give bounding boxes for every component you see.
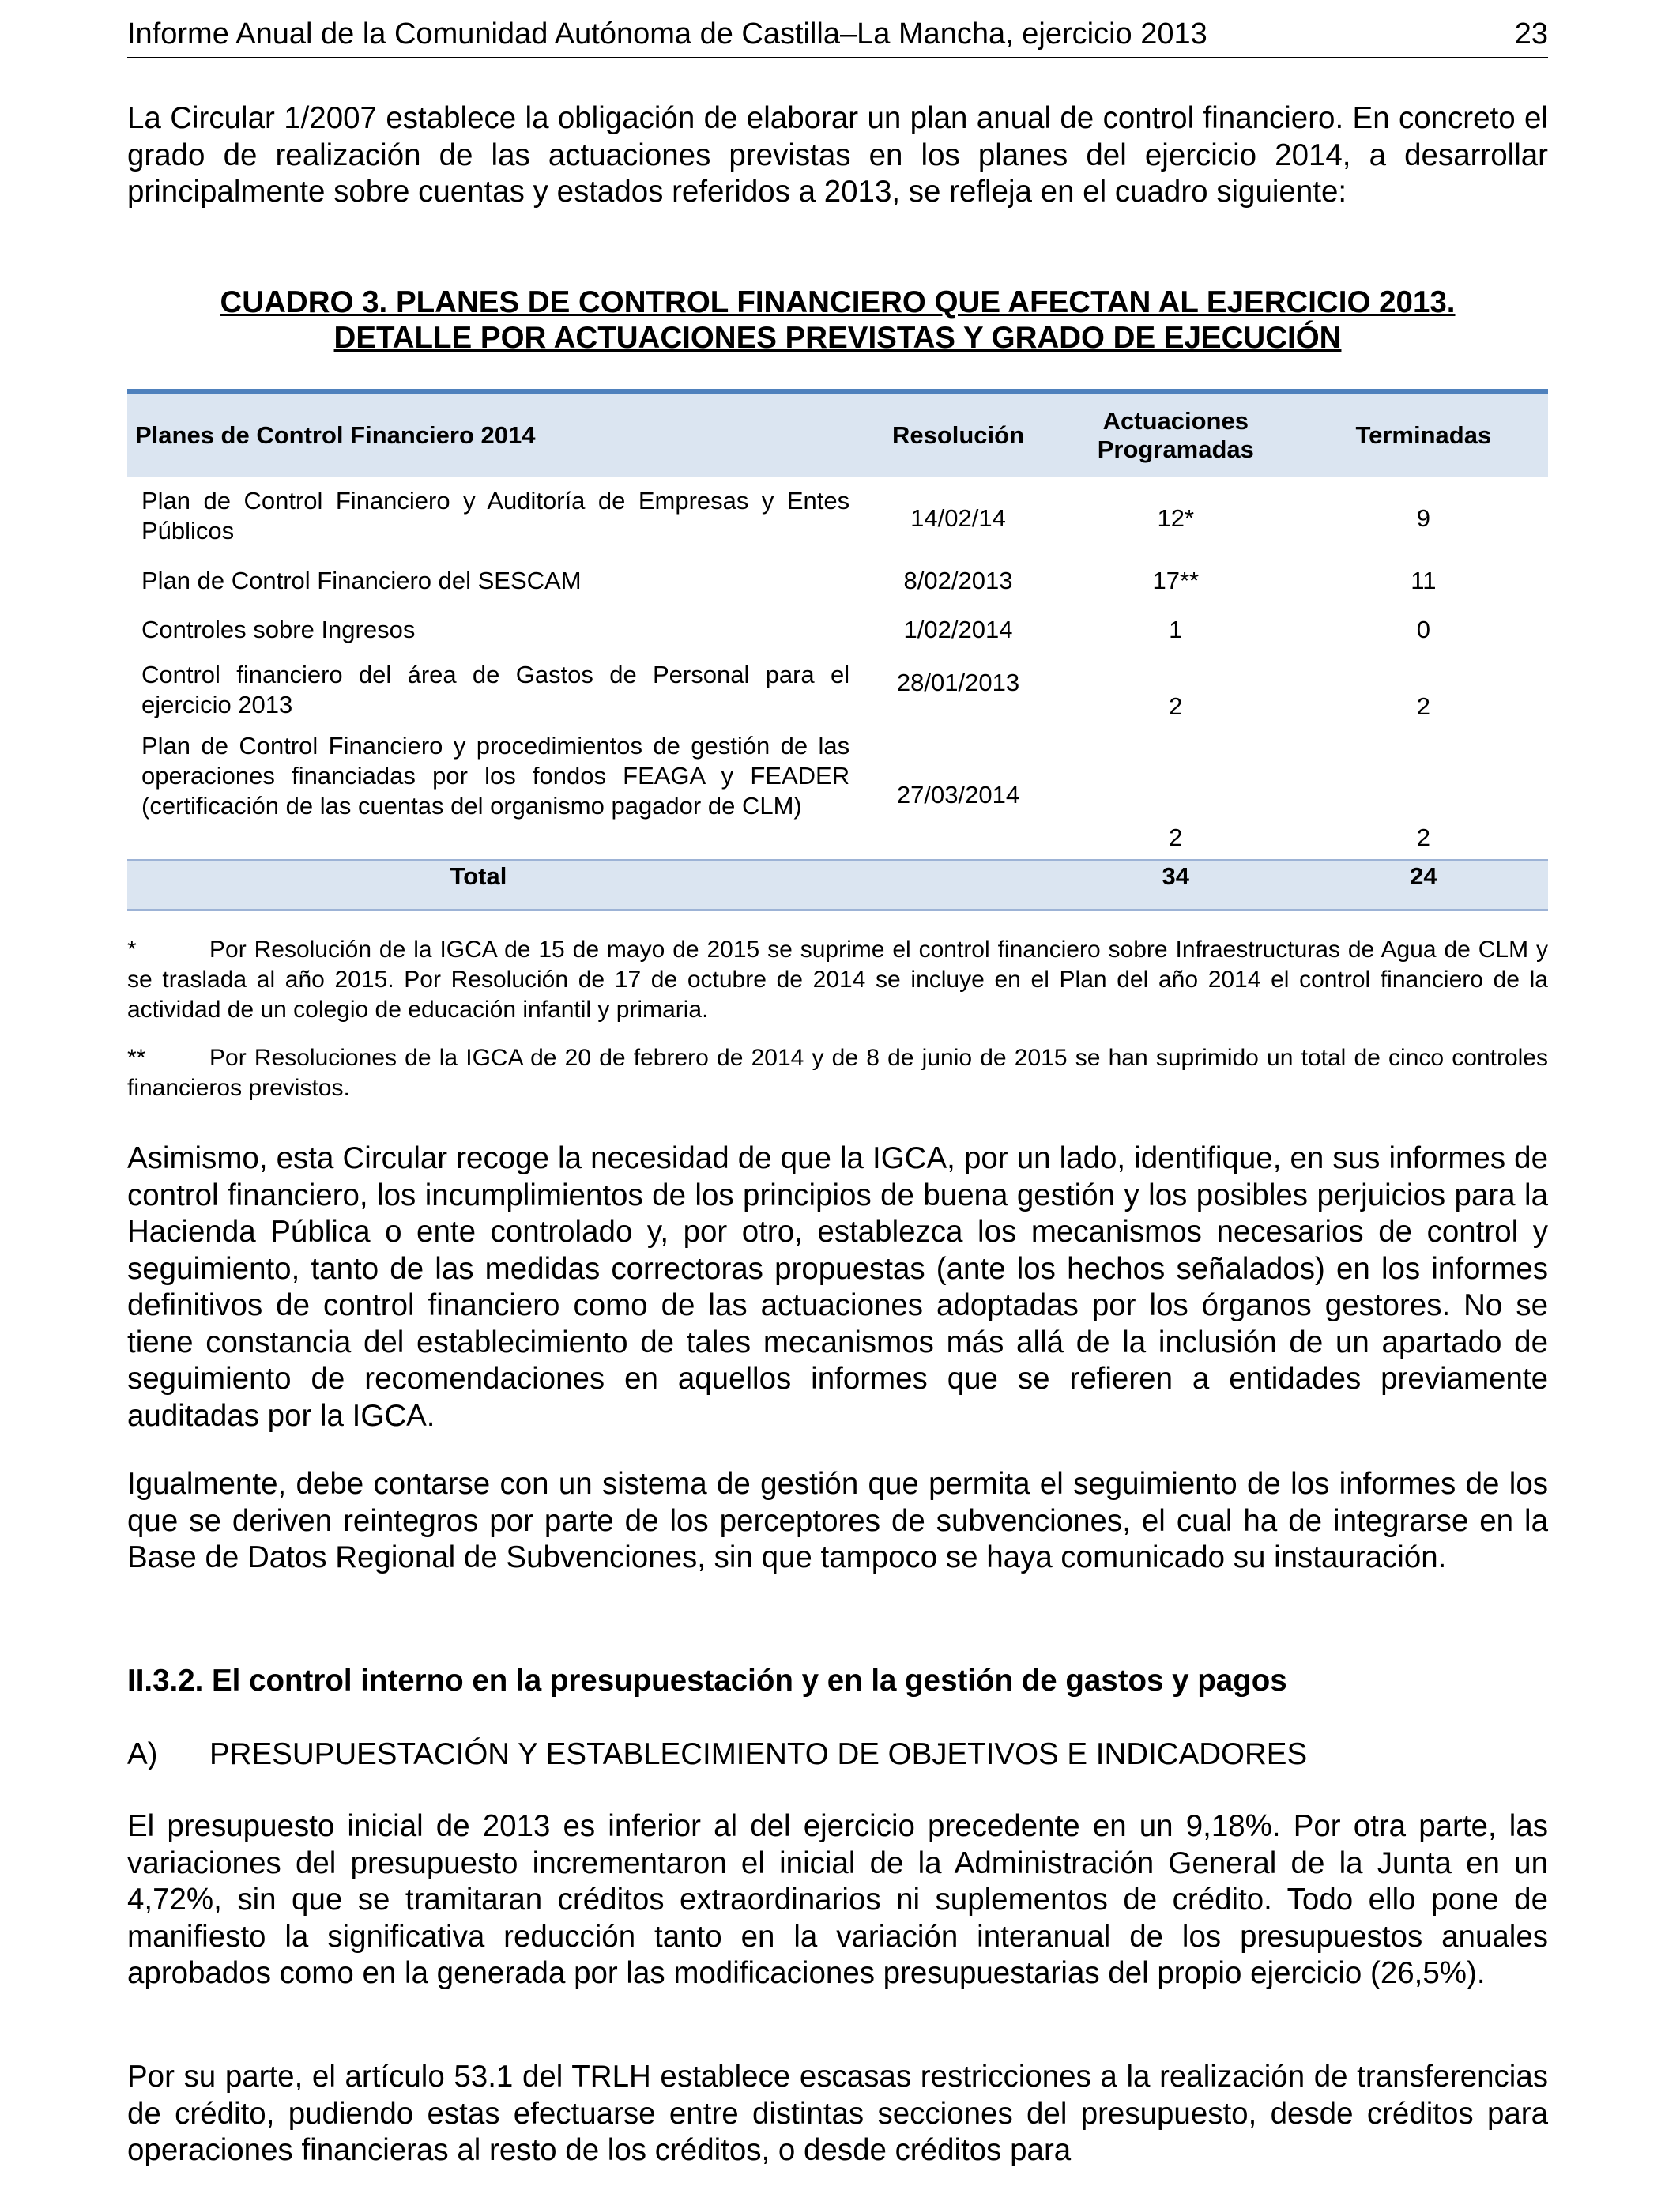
header-terminadas: Terminadas [1299,391,1548,477]
cell-terminadas: 9 [1416,504,1430,532]
cell-programadas: 2 [1169,692,1183,720]
paragraph-3: Igualmente, debe contarse con un sistema de gestión que permita el seguimiento de los informes de los que se deriven reintegros por parte de los perceptores de subvenciones, el cual ha de integrarse en la Base de Datos Regional de Subvenciones, sin que tampoco se haya comunicado su instauración. [127,1467,1548,1574]
cell-programadas: 17** [1152,567,1200,594]
cell-resolucion: 14/02/14 [910,504,1006,532]
table-header-row [127,391,1548,477]
cell-resolucion: 28/01/2013 [896,669,1020,696]
section-heading: II.3.2. El control interno en la presupuestación y en la gestión de gastos y pagos [127,1664,1287,1698]
table-caption [127,285,1548,356]
footnote-1 [127,935,1548,1025]
total-label: Total [127,860,1053,910]
subsection-title: PRESUPUESTACIÓN Y ESTABLECIMIENTO DE OBJETIVOS E INDICADORES [209,1737,1308,1771]
cell-resolucion: 1/02/2014 [903,616,1013,643]
footnote-text: Por Resoluciones de la IGCA de 20 de febrero de 2014 y de 8 de junio de 2015 se han suprimido un total de cinco controles financieros previstos. [127,1045,1548,1101]
table-total-row [127,860,1548,910]
cell-programadas: 1 [1169,616,1183,643]
table-row [127,477,1548,556]
cell-plan: Plan de Control Financiero y Auditoría de Empresas y Entes Públicos [141,487,850,545]
page-number: 23 [1514,17,1548,51]
intro-paragraph: La Circular 1/2007 establece la obligación de elaborar un plan anual de control financiero. En concreto el grado de realización de las actuaciones previstas en los planes del ejercicio 2014, a desarrollar principalmente sobre cuentas y estados referidos a 2013, se refleja en el cuadro siguiente: [127,101,1548,209]
cell-terminadas: 11 [1411,567,1437,594]
header-title: Informe Anual de la Comunidad Autónoma de Castilla–La Mancha, ejercicio 2013 [127,17,1207,51]
total-programadas: 34 [1053,860,1299,910]
table-row [127,729,1548,860]
subsection-letter: A) [127,1737,158,1771]
footnote-2 [127,1043,1548,1103]
cell-programadas: 12* [1157,504,1195,532]
table-caption-line-2: DETALLE POR ACTUACIONES PREVISTAS Y GRADO DE EJECUCIÓN [333,321,1342,355]
table-row [127,556,1548,603]
table-row [127,603,1548,650]
table-caption-line-1: CUADRO 3. PLANES DE CONTROL FINANCIERO QUE AFECTAN AL EJERCICIO 2013. [220,285,1456,319]
footnote-mark: * [127,937,137,963]
header-plan: Planes de Control Financiero 2014 [127,391,864,477]
cell-plan: Control financiero del área de Gastos de Personal para el ejercicio 2013 [141,661,850,718]
subsection-heading [127,1736,1307,1773]
paragraph-2: Asimismo, esta Circular recoge la necesidad de que la IGCA, por un lado, identifique, en sus informes de control financiero, los incumplimientos de los principios de buena gestión y los posibles perjuicios para la Hacienda Pública o ente controlado y, por otro, establezca los mecanismos necesarios de control y seguimiento, tanto de las medidas correctoras propuestas (ante los hechos señalados) en los informes definitivos de control financiero como de las actuaciones adoptadas por los órganos gestores. No se tiene constancia del establecimiento de tales mecanismos más allá de la inclusión de un apartado de seguimiento de recomendaciones en aquellos informes que se refieren a entidades previamente auditadas por la IGCA. [127,1141,1548,1433]
paragraph-5: Por su parte, el artículo 53.1 del TRLH establece escasas restricciones a la realización de transferencias de crédito, pudiendo estas efectuarse entre distintas secciones del presupuesto, desde créditos para operaciones financieras al resto de los créditos, o desde créditos para [127,2060,1548,2167]
cell-resolucion: 8/02/2013 [903,567,1013,594]
header-resolucion: Resolución [864,391,1053,477]
footnote-mark: ** [127,1045,146,1071]
total-terminadas: 24 [1299,860,1548,910]
table-row [127,650,1548,729]
header-programadas: Actuaciones Programadas [1053,391,1299,477]
cell-terminadas: 0 [1416,616,1430,643]
cell-resolucion: 27/03/2014 [896,781,1020,809]
cell-plan: Plan de Control Financiero y procedimientos de gestión de las operaciones financiadas por los fondos FEAGA y FEADER (certificación de las cuentas del organismo pagador de CLM) [141,732,850,820]
page-header [127,16,1548,58]
cell-programadas: 2 [1169,824,1183,851]
cell-terminadas: 2 [1416,824,1430,851]
paragraph-4: El presupuesto inicial de 2013 es inferior al del ejercicio precedente en un 9,18%. Por otra parte, las variaciones del presupuesto incrementaron el inicial de la Administración General de la Junta en un 4,72%, sin que se tramitaran créditos extraordinarios ni suplementos de crédito. Todo ello pone de manifiesto la significativa reducción tanto en la variación interanual de los presupuestos anuales aprobados como en la generada por las modificaciones presupuestarias del propio ejercicio (26,5%). [127,1809,1548,1990]
cell-plan: Plan de Control Financiero del SESCAM [141,567,582,594]
control-plans-table [127,389,1548,911]
footnote-text: Por Resolución de la IGCA de 15 de mayo de 2015 se suprime el control financiero sobre Infraestructuras de Agua de CLM y se traslada al año 2015. Por Resolución de 17 de octubre de 2014 se incluye en el Plan del año 2014 el control financiero de la actividad de un colegio de educación infantil y primaria. [127,937,1548,1023]
cell-plan: Controles sobre Ingresos [141,616,416,643]
cell-terminadas: 2 [1416,692,1430,720]
